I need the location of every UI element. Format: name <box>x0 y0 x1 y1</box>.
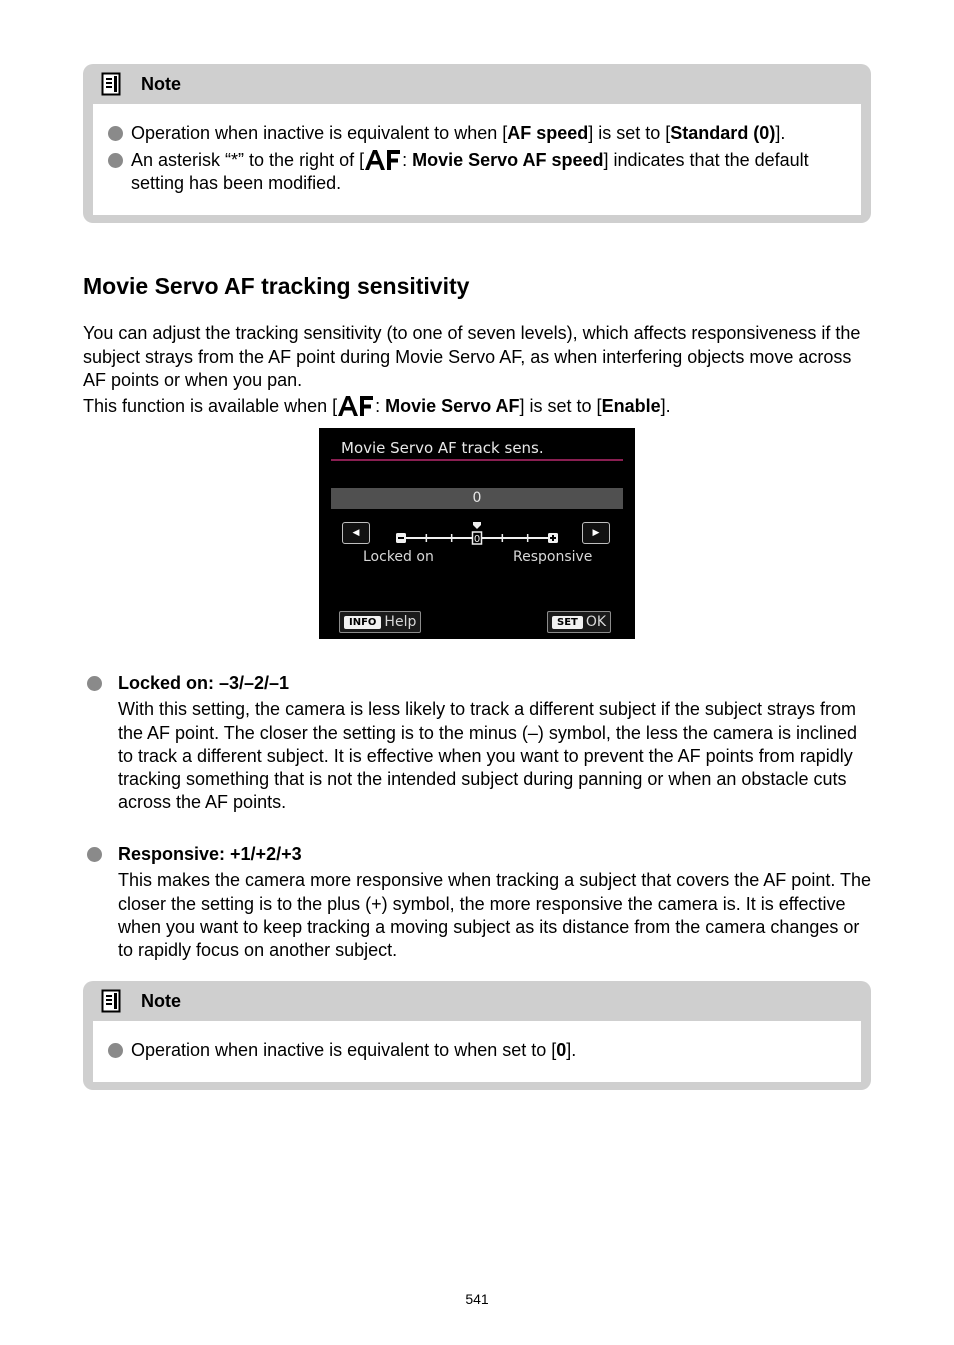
title-divider <box>331 459 623 461</box>
note-title: Note <box>141 990 181 1011</box>
page-number: 541 <box>465 1291 489 1307</box>
bullet-icon <box>87 676 102 691</box>
item-title: Locked on: –3/–2/–1 <box>118 673 290 693</box>
sensitivity-scale[interactable] <box>393 522 563 548</box>
bullet-icon <box>108 126 123 141</box>
item-text: With this setting, the camera is less likely to track a different subject if the subject strays from the AF point. The closer the setting is to the minus (–) symbol, the less the camera is inclined to track a different subject. It is effective when you want to prevent the AF points from rapidly tracking something that is not the intended subject during panning or when an obstacle cuts across the AF points. <box>118 699 858 813</box>
availability-paragraph: This function is available when [ : Movie Servo AF] is set to [Enable]. <box>83 396 671 416</box>
responsive-label: Responsive <box>513 549 593 565</box>
note-header <box>93 64 861 104</box>
af-menu-icon <box>364 149 402 171</box>
bullet-icon <box>108 153 123 168</box>
camera-screen <box>319 428 635 639</box>
section-heading: Movie Servo AF tracking sensitivity <box>83 273 470 299</box>
item-title: Responsive: +1/+2/+3 <box>118 844 302 864</box>
list-item <box>83 843 873 962</box>
plus-end-icon <box>548 533 558 543</box>
value-display: 0 <box>331 488 623 509</box>
set-chip: SET <box>552 616 583 629</box>
ok-button[interactable]: SET OK <box>547 611 611 633</box>
svg-text:0: 0 <box>473 534 481 545</box>
note-box <box>83 981 871 1090</box>
note-body <box>93 104 861 215</box>
selected-level-marker <box>473 522 482 545</box>
list-item <box>83 672 873 815</box>
af-menu-icon <box>337 395 375 417</box>
note-icon <box>101 72 121 96</box>
note-header <box>93 981 861 1021</box>
locked-on-label: Locked on <box>363 549 434 565</box>
note-bullet: Operation when inactive is equivalent to when [AF speed] is set to [Standard (0)]. <box>101 122 853 145</box>
note-bullet: An asterisk “*” to the right of [ : Movie Servo AF speed] indicates that the default setting has been modified. <box>101 149 853 195</box>
left-arrow-icon: ◀ <box>352 528 360 538</box>
help-button[interactable]: INFO Help <box>339 611 421 633</box>
item-text: This makes the camera more responsive when tracking a subject that covers the AF point. The closer the setting is to the plus (+) symbol, the more responsive the camera is. It is effective when you want to keep tracking a moving subject as its distance from the camera changes or to rapidly focus on another subject. <box>118 870 872 961</box>
note-icon <box>101 989 121 1013</box>
bullet-icon <box>108 1043 123 1058</box>
note-box <box>83 64 871 223</box>
info-chip: INFO <box>344 616 381 629</box>
increase-button[interactable] <box>582 522 610 544</box>
screen-title: Movie Servo AF track sens. <box>341 439 544 457</box>
right-arrow-icon: ▶ <box>592 528 600 538</box>
note-body <box>93 1021 861 1082</box>
note-bullet: Operation when inactive is equivalent to when set to [0]. <box>101 1039 853 1062</box>
intro-paragraph: You can adjust the tracking sensitivity (to one of seven levels), which affects responsiveness if the subject strays from the AF point during Movie Servo AF, as when interfering objects move across AF points or when you pan. <box>83 323 861 390</box>
decrease-button[interactable] <box>342 522 370 544</box>
note-title: Note <box>141 73 181 94</box>
minus-end-icon <box>396 533 406 543</box>
bullet-icon <box>87 847 102 862</box>
